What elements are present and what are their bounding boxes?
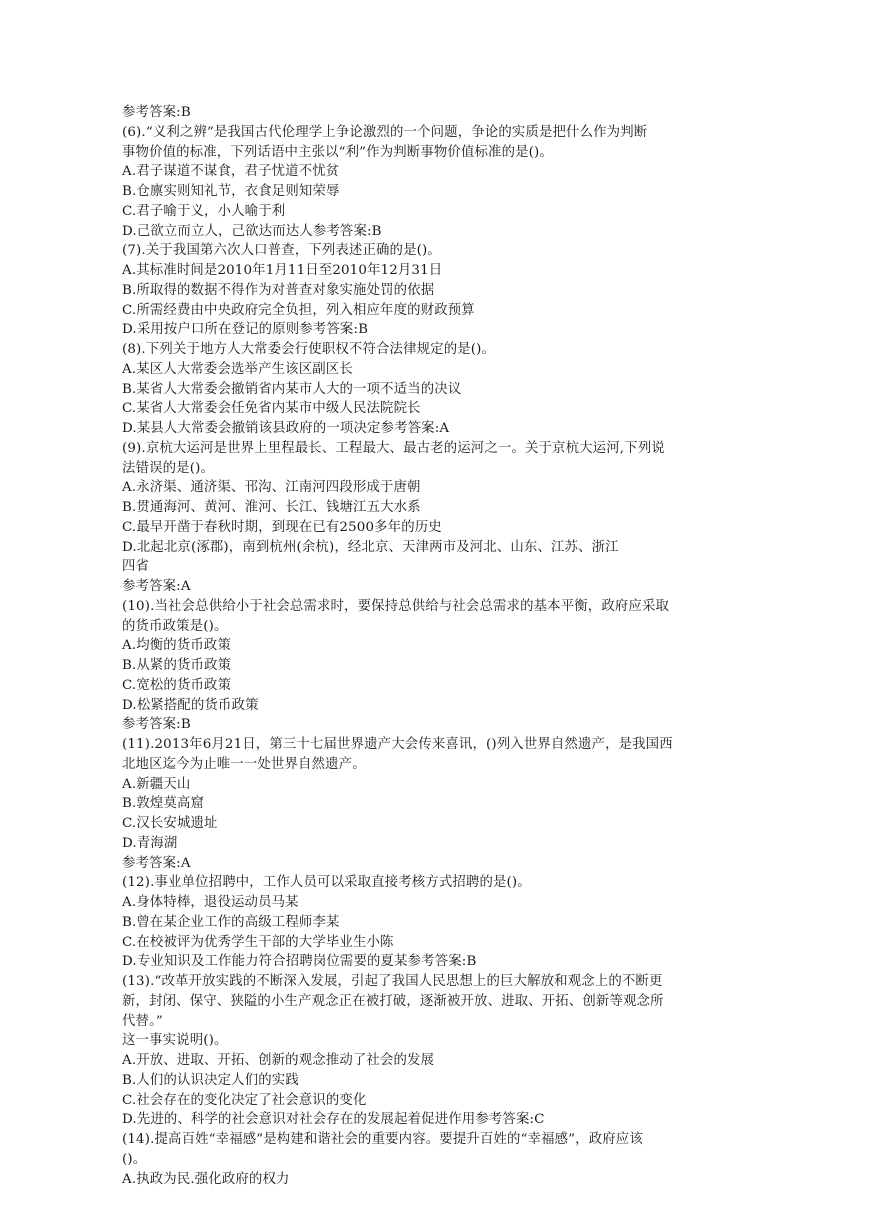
text-line: C.汉长安城遗址: [122, 816, 218, 831]
text-line: 参考答案:A: [122, 855, 191, 871]
text-line: A.其标准时间是2010年1月11日至2010年12月31日: [122, 263, 443, 278]
text-line: B.贯通海河、黄河、淮河、长江、钱塘江五大水系: [122, 500, 421, 515]
text-line: D.先进的、科学的社会意识对社会存在的发展起着促进作用参考答案:C: [122, 1112, 545, 1128]
text-line: (8).下列关于地方人大常委会行使职权不符合法律规定的是()。: [122, 342, 496, 357]
text-line: (10).当社会总供给小于社会总需求时，要保持总供给与社会总需求的基本平衡，政府应采取: [122, 598, 670, 614]
text-line: (7).关于我国第六次人口普查，下列表述正确的是()。: [122, 243, 441, 259]
text-line: (6).“义利之辨”是我国古代伦理学上争论激烈的一个问题，争论的实质是把什么作为判断: [122, 124, 648, 140]
text-line: C.在校被评为优秀学生干部的大学毕业生小陈: [122, 934, 394, 950]
text-line: (9).京杭大运河是世界上里程最长、工程最大、最古老的运河之一。关于京杭大运河,下列说: [122, 440, 665, 456]
text-line: A.永济渠、通济渠、邗沟、江南河四段形成于唐朝: [122, 480, 421, 496]
text-line: A.某区人大常委会选举产生该区副区长: [122, 361, 353, 377]
text-line: 代替。”: [122, 1013, 163, 1029]
document-page: [122, 103, 752, 1189]
text-line: ()。: [122, 1151, 147, 1167]
text-line: B.仓廪实则知礼节，衣食足则知荣辱: [122, 184, 340, 199]
text-line: B.敦煌莫高窟: [122, 796, 205, 812]
text-line: 参考答案:A: [122, 579, 191, 594]
text-line: D.采用按户口所在登记的原则参考答案:B: [122, 322, 369, 338]
text-line: B.某省人大常委会撤销省内某市人大的一项不适当的决议: [122, 381, 462, 397]
text-line: 法错误的是()。: [122, 460, 214, 476]
text-line: (12).事业单位招聘中，工作人员可以采取直接考核方式招聘的是()。: [122, 875, 531, 891]
text-line: 的货币政策是()。: [122, 618, 228, 634]
text-line: C.社会存在的变化决定了社会意识的变化: [122, 1092, 367, 1108]
text-line: B.所取得的数据不得作为对普查对象实施处罚的依据: [122, 282, 435, 298]
text-line: B.曾在某企业工作的高级工程师李某: [122, 914, 340, 930]
text-line: C.最早开凿于春秋时期，到现在已有2500多年的历史: [122, 519, 442, 535]
text-line: B.人们的认识决定人们的实践: [122, 1072, 299, 1088]
text-line: A.身体特棒，退役运动员马某: [122, 895, 299, 910]
text-line: C.某省人大常委会任免省内某市中级人民法院院长: [122, 401, 421, 417]
text-line: 这一事实说明()。: [122, 1033, 228, 1049]
text-line: 参考答案:B: [122, 105, 191, 120]
text-line: D.松紧搭配的货币政策: [122, 697, 259, 713]
text-line: D.青海湖: [122, 835, 178, 851]
text-line: A.开放、进取、开拓、创新的观念推动了社会的发展: [122, 1053, 435, 1068]
text-line: D.北起北京(涿郡)，南到杭州(余杭)，经北京、天津两市及河北、山东、江苏、浙江: [122, 539, 619, 555]
text-line: B.从紧的货币政策: [122, 658, 232, 673]
text-line: 参考答案:B: [122, 717, 191, 733]
text-line: A.均衡的货币政策: [122, 638, 232, 654]
text-line: D.己欲立而立人，己欲达而达人参考答案:B: [122, 223, 382, 239]
text-line: D.某县人大常委会撤销该县政府的一项决定参考答案:A: [122, 421, 450, 436]
text-line: (14).提高百姓“幸福感”是构建和谐社会的重要内容。要提升百姓的“幸福感”，政府应该: [122, 1132, 643, 1147]
text-line: A.执政为民.强化政府的权力: [122, 1171, 290, 1187]
text-line: 北地区迄今为止唯一一处世界自然遗产。: [122, 756, 366, 772]
text-line: A.君子谋道不谋食，君子忧道不忧贫: [122, 164, 340, 180]
text-line: 四省: [122, 559, 150, 575]
text-line: A.新疆天山: [122, 776, 191, 792]
text-line: (11).2013年6月21日，第三十七届世界遗产大会传来喜讯，()列入世界自然遗产，是我国西: [122, 737, 673, 752]
text-line: (13).“改革开放实践的不断深入发展，引起了我国人民思想上的巨大解放和观念上的不断更: [122, 974, 663, 989]
text-line: C.所需经费由中央政府完全负担，列入相应年度的财政预算: [122, 302, 475, 318]
text-line: 新，封闭、保守、狭隘的小生产观念正在被打破，逐渐被开放、进取、开拓、创新等观念所: [122, 993, 664, 1009]
text-line: D.专业知识及工作能力符合招聘岗位需要的夏某参考答案:B: [122, 954, 477, 970]
text-line: 事物价值的标准，下列话语中主张以“利”作为判断事物价值标准的是()。: [122, 144, 553, 160]
text-line: C.君子喻于义，小人喻于利: [122, 203, 286, 219]
text-line: C.宽松的货币政策: [122, 677, 232, 693]
